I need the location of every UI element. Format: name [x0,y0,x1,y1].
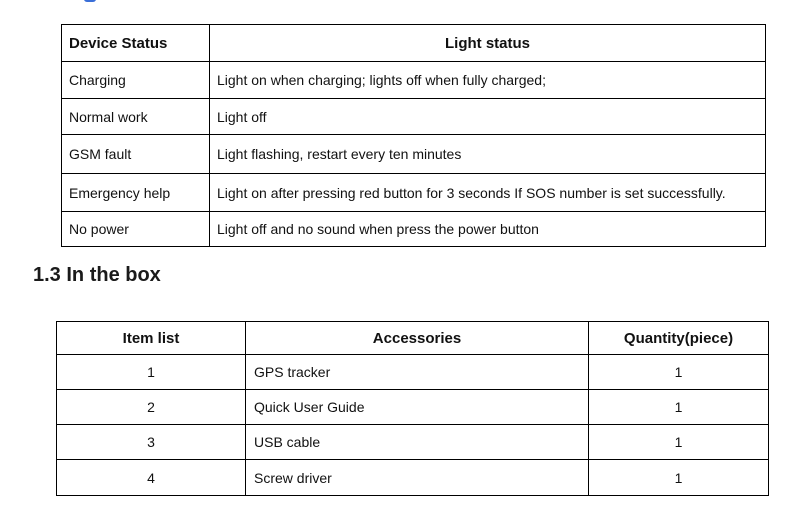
table-row [62,135,766,174]
table-header-row [62,25,766,62]
light-status-cell: Light on after pressing red button for 3 seconds If SOS number is set successfully. [210,174,766,212]
table-row [57,425,769,460]
light-status-cell: Light off [210,99,766,135]
item-number-cell: 1 [57,355,246,390]
accessory-cell: USB cable [246,425,589,460]
device-status-cell: No power [62,212,210,247]
column-header-quantity: Quantity(piece) [589,322,769,355]
device-status-cell: Normal work [62,99,210,135]
table-row [62,174,766,212]
device-status-cell: GSM fault [62,135,210,174]
table-header-row [57,322,769,355]
light-status-cell: Light off and no sound when press the power button [210,212,766,247]
device-status-cell: Charging [62,62,210,99]
item-number-cell: 2 [57,390,246,425]
column-header-light-status: Light status [210,25,766,62]
column-header-device-status: Device Status [62,25,210,62]
table-row [57,390,769,425]
light-status-cell: Light on when charging; lights off when fully charged; [210,62,766,99]
quantity-cell: 1 [589,390,769,425]
quantity-cell: 1 [589,355,769,390]
column-header-item-list: Item list [57,322,246,355]
heading-fragment [84,0,96,2]
table-row [57,355,769,390]
quantity-cell: 1 [589,425,769,460]
column-header-accessories: Accessories [246,322,589,355]
table-row [62,62,766,99]
device-status-cell: Emergency help [62,174,210,212]
table-row [62,212,766,247]
accessory-cell: GPS tracker [246,355,589,390]
accessory-cell: Screw driver [246,460,589,496]
item-number-cell: 3 [57,425,246,460]
section-heading: 1.3 In the box [33,264,161,286]
in-the-box-table [56,321,769,496]
device-status-table [61,24,766,247]
table-row [57,460,769,496]
table-row [62,99,766,135]
light-status-cell: Light flashing, restart every ten minutes [210,135,766,174]
quantity-cell: 1 [589,460,769,496]
accessory-cell: Quick User Guide [246,390,589,425]
item-number-cell: 4 [57,460,246,496]
